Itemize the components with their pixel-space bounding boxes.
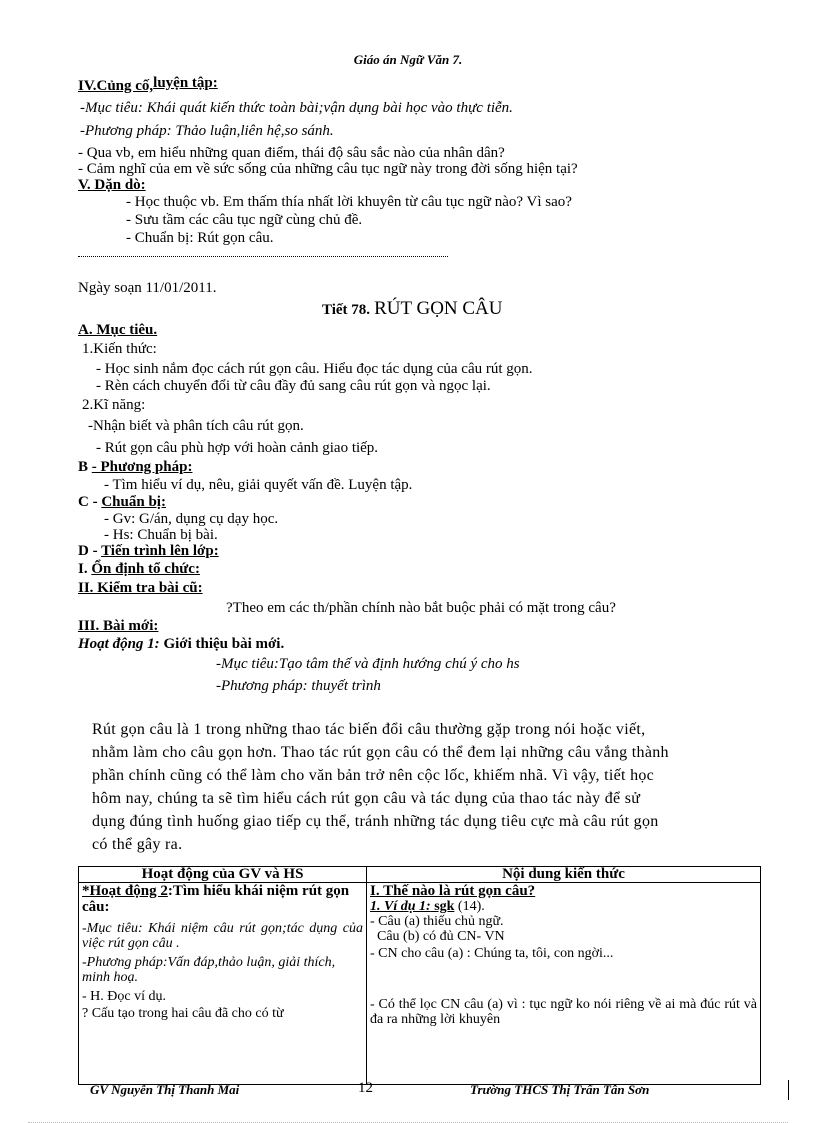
table-header-activities: Hoạt động của GV và HS bbox=[79, 867, 367, 883]
on-dinh-text: Ổn định tổ chức: bbox=[91, 561, 200, 577]
dan-do-line-2: - Sưu tầm các câu tục ngữ cùng chủ đề. bbox=[126, 212, 363, 228]
preparation-date: Ngày soạn 11/01/2011. bbox=[78, 280, 217, 296]
lesson-activity-table bbox=[78, 866, 761, 1085]
page-header-title: Giáo án Ngữ Văn 7. bbox=[353, 52, 463, 67]
cung-co-question-2: - Cảm nghĩ của em về sức sống của những câu tục ngữ này trong đời sống hiện tại? bbox=[78, 161, 578, 177]
chuan-bi-heading-text: Chuẩn bị: bbox=[101, 494, 166, 510]
tien-trinh-heading bbox=[78, 543, 219, 559]
footer-page-number: 12 bbox=[358, 1080, 373, 1096]
vi-du-label: 1. Ví dụ 1: bbox=[370, 899, 431, 914]
on-dinh-number: I. bbox=[78, 561, 92, 577]
lesson-name: RÚT GỌN CÂU bbox=[374, 298, 503, 319]
vi-du-page: (14). bbox=[454, 899, 485, 914]
hoat-dong-2-line-2: ? Cấu tạo trong hai câu đã cho có từ bbox=[82, 1006, 284, 1021]
intro-line: nhằm làm cho câu gọn hơn. Thao tác rút gọn câu có thể đem lại những câu vắng thành bbox=[92, 744, 669, 761]
kiem-tra-heading: II. Kiểm tra bài cũ: bbox=[78, 580, 203, 596]
footer-school: Trường THCS Thị Trấn Tân Sơn bbox=[470, 1082, 650, 1097]
section-dan-do-heading: V. Dặn dò: bbox=[78, 177, 146, 193]
phuong-phap-heading bbox=[78, 459, 192, 475]
phuong-phap-line: - Tìm hiểu ví dụ, nêu, giải quyết vấn đề. Luyện tập. bbox=[104, 477, 413, 493]
muc-tieu-heading: A. Mục tiêu. bbox=[78, 322, 158, 338]
intro-line: có thể gây ra. bbox=[92, 836, 183, 853]
lesson-title bbox=[322, 298, 503, 320]
dotted-separator bbox=[78, 256, 448, 257]
ki-nang-line-1: -Nhận biết và phân tích câu rút gọn. bbox=[88, 418, 304, 434]
bai-moi-heading: III. Bài mới: bbox=[78, 618, 159, 634]
right-line-1: - Câu (a) thiếu chủ ngữ. bbox=[370, 914, 504, 929]
table-cell-content bbox=[367, 883, 761, 1085]
phuong-phap-heading-text: - Phương pháp: bbox=[91, 459, 193, 475]
hoat-dong-2-label: *Hoạt động 2 bbox=[82, 883, 168, 899]
tien-trinh-heading-text: Tiến trình lên lớp: bbox=[101, 543, 219, 559]
intro-line: hôm nay, chúng ta sẽ tìm hiểu cách rút gọn câu và tác dụng của thao tác này để sử bbox=[92, 790, 641, 807]
cung-co-heading-part-b: luyện tập: bbox=[153, 75, 218, 91]
cung-co-phuong-phap: -Phương pháp: Thảo luận,liên hệ,so sánh. bbox=[80, 123, 334, 139]
cung-co-muc-tieu: -Mục tiêu: Khái quát kiến thức toàn bài;vận dụng bài học vào thực tiễn. bbox=[80, 100, 513, 116]
kien-thuc-line-2: - Rèn cách chuyển đổi từ câu đầy đủ sang câu rút gọn và ngọc lại. bbox=[96, 378, 491, 394]
right-heading: I. Thế nào là rút gọn câu? bbox=[370, 883, 536, 899]
intro-line: Rút gọn câu là 1 trong những thao tác biến đổi câu thường gặp trong nói hoặc viết, bbox=[92, 721, 646, 738]
hoat-dong-1-label: Hoạt động 1: bbox=[78, 636, 160, 652]
cung-co-question-1: - Qua vb, em hiểu những quan điểm, thái độ sâu sắc nào của nhân dân? bbox=[78, 145, 505, 161]
ki-nang-label: 2.Kĩ năng: bbox=[82, 397, 146, 413]
section-cung-co-heading bbox=[78, 75, 218, 94]
vi-du-line bbox=[370, 899, 757, 914]
right-line-3: - CN cho câu (a) : Chúng ta, tôi, con ngời... bbox=[370, 946, 614, 961]
lesson-number: Tiết 78. bbox=[322, 302, 371, 318]
dan-do-line-1: - Học thuộc vb. Em thấm thía nhất lời khuyên từ câu tục ngữ nào? Vì sao? bbox=[126, 194, 572, 210]
chuan-bi-prefix: C - bbox=[78, 494, 102, 510]
kien-thuc-line-1: - Học sinh nắm đọc cách rút gọn câu. Hiểu đọc tác dụng của câu rút gọn. bbox=[96, 361, 533, 377]
dan-do-line-3: - Chuẩn bị: Rút gọn câu. bbox=[126, 230, 274, 246]
table-cell-activities bbox=[79, 883, 367, 1085]
on-dinh-heading bbox=[78, 561, 200, 577]
footer-author: GV Nguyễn Thị Thanh Mai bbox=[90, 1082, 240, 1097]
hoat-dong-1-phuong-phap: -Phương pháp: thuyết trình bbox=[216, 678, 381, 694]
table-header-content: Nội dung kiến thức bbox=[367, 867, 761, 883]
hoat-dong-1-title: Giới thiệu bài mới. bbox=[159, 636, 285, 652]
cung-co-heading-part-a: IV.Củng cố, bbox=[78, 78, 154, 94]
hoat-dong-2-heading bbox=[82, 883, 363, 915]
right-line-4: - Có thể lọc CN câu (a) vì : tục ngữ ko nói riêng về ai mà đúc rút và đa ra những lời khuyên bbox=[370, 997, 757, 1027]
hoat-dong-1-muc-tieu: -Mục tiêu:Tạo tâm thế và định hướng chú ý cho hs bbox=[216, 656, 520, 672]
page-edge-mark bbox=[788, 1080, 799, 1100]
kiem-tra-question: ?Theo em các th/phần chính nào bắt buộc phải có mặt trong câu? bbox=[226, 600, 616, 616]
kien-thuc-label: 1.Kiến thức: bbox=[82, 341, 157, 357]
tien-trinh-prefix: D - bbox=[78, 543, 102, 559]
hoat-dong-2-phuong-phap: -Phương pháp:Vấn đáp,thảo luận, giải thích, minh hoạ. bbox=[82, 955, 336, 985]
chuan-bi-gv: - Gv: G/án, dụng cụ dạy học. bbox=[104, 511, 279, 527]
hoat-dong-2-muc-tieu: -Mục tiêu: Khái niệm câu rút gọn;tác dụng của việc rút gọn câu . bbox=[82, 921, 363, 951]
hoat-dong-2-line-1: - H. Đọc ví dụ. bbox=[82, 989, 166, 1004]
hoat-dong-2-title: :Tìm hiểu khái niệm rút gọn câu: bbox=[82, 883, 350, 915]
ki-nang-line-2: - Rút gọn câu phù hợp với hoàn cảnh giao tiếp. bbox=[96, 440, 379, 456]
vi-du-source: sgk bbox=[430, 899, 455, 914]
intro-line: phần chính cũng có thể làm cho văn bản trở nên cộc lốc, khiếm nhã. Vì vậy, tiết học bbox=[92, 767, 655, 784]
hoat-dong-1-heading bbox=[78, 636, 284, 652]
chuan-bi-heading bbox=[78, 494, 166, 510]
chuan-bi-hs: - Hs: Chuẩn bị bài. bbox=[104, 527, 218, 543]
phuong-phap-prefix: B bbox=[78, 459, 92, 475]
intro-line: dụng đúng tình huống giao tiếp cụ thể, tránh những tác dụng tiêu cực mà câu rút gọn bbox=[92, 813, 659, 830]
right-line-2: Câu (b) có đủ CN- VN bbox=[370, 929, 505, 944]
intro-paragraph bbox=[92, 718, 792, 856]
